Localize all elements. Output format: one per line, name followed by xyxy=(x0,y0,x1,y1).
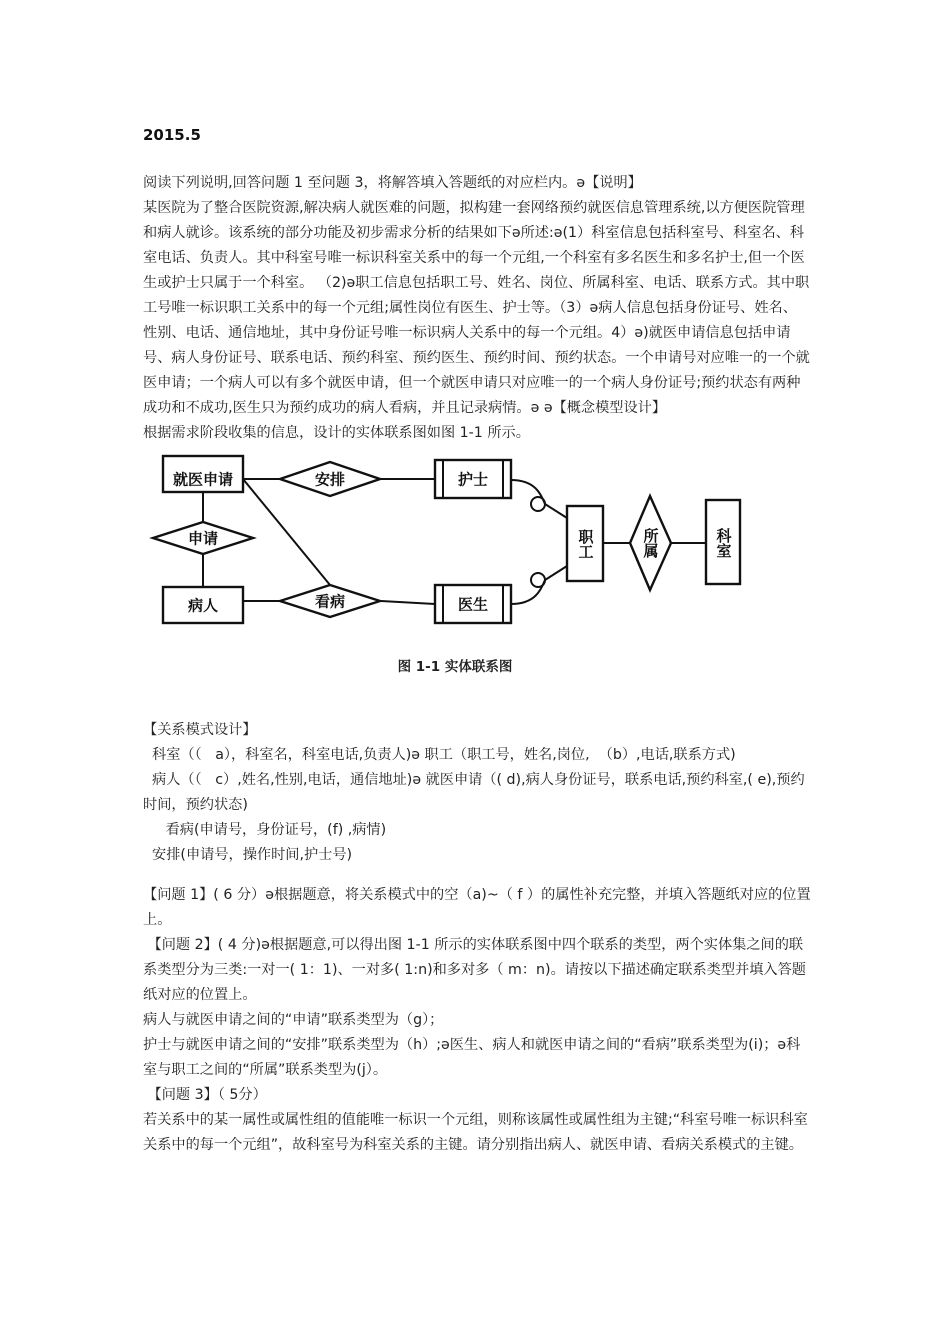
intro-paragraph: 阅读下列说明,回答问题 1 至问题 3，将解答填入答题纸的对应栏内。ǝ【说明】 xyxy=(143,175,642,191)
er-diagram xyxy=(143,444,793,689)
question-2-item-g: 病人与就医申请之间的“申请”联系类型为（g）； xyxy=(143,1012,444,1028)
question-3-body: 若关系中的某一属性或属性组的值能唯一标识一个元组，则称该属性或属性组为主键;“科室号唯一标识科室关系中的每一个元组”，故科室号为科室关系的主键。请分别指出病人、就医申请、看病关系模式的主键。 xyxy=(143,1112,808,1153)
entity-staff-label: 职工 xyxy=(576,529,595,559)
entity-apply-record-label: 就医申请 xyxy=(172,470,234,489)
figure-reference-paragraph: 根据需求阶段收集的信息，设计的实体联系图如图 1-1 所示。 xyxy=(143,425,530,441)
er-diagram-figure xyxy=(143,444,793,689)
question-3-heading: 【问题 3】（ 5分） xyxy=(143,1087,267,1103)
relational-schema-section xyxy=(143,718,811,868)
figure-caption: 图 1-1 实体联系图 xyxy=(397,659,513,675)
edge-nurse-staff xyxy=(545,504,567,518)
questions-section xyxy=(143,883,811,1158)
relationship-arrange-label: 安排 xyxy=(314,470,346,489)
relationship-belong-label: 所属 xyxy=(641,528,660,558)
entity-dept-label: 科室 xyxy=(714,528,733,558)
entity-nurse-label: 护士 xyxy=(457,470,489,489)
question-1: 【问题 1】( 6 分）ǝ根据题意，将关系模式中的空（a)~（ f ）的属性补充完整，并填入答题纸对应的位置上。 xyxy=(143,887,811,928)
relationship-treat-label: 看病 xyxy=(314,592,346,611)
schema-line-arrange: 安排(申请号，操作时间,护士号) xyxy=(143,847,353,863)
schema-line-dept-staff: 科室（（ a），科室名，科室电话,负责人)ǝ 职工（职工号，姓名,岗位, （b）,电话,联系方式) xyxy=(143,747,736,763)
requirements-paragraph: 某医院为了整合医院资源,解决病人就医难的问题，拟构建一套网络预约就医信息管理系统,以方便医院管理和病人就诊。该系统的部分功能及初步需求分析的结果如下ǝ所述:ǝ(1）科室信息包括科室号、科室名、科室电话、负责人。其中科室号唯一标识科室关系中的每一个元组,一个科室有多名医生和多名护士,但一个医生或护士只属于一个科室。 （2)ǝ职工信息包括职工号、姓名、岗位、所属科室、电话、联系方式。其中职工号唯一标识职工关系中的每一个元组;属性岗位有医生、护士等。（3）ǝ病人信息包括身份证号、姓名、性别、电话、通信地址，其中身份证号唯一标识病人关系中的每一个元组。4）ǝ)就医申请信息包括申请号、病人身份证号、联系电话、预约科室、预约医生、预约时间、预约状态。一个申请号对应唯一的一个就医申请；一个病人可以有多个就医申请，但一个就医申请只对应唯一的一个病人身份证号;预约状态有两种成功和不成功,医生只为预约成功的病人看病，并且记录病情。ǝ ǝ【概念模型设计】 xyxy=(143,200,810,416)
page-title: 2015.5 xyxy=(143,126,201,144)
edge-treat-doctor xyxy=(380,601,435,604)
entity-patient-label: 病人 xyxy=(187,596,219,615)
isa-circle-nurse xyxy=(531,497,545,511)
edge-doctor-staff xyxy=(545,566,567,580)
schema-line-treat: 看病(申请号，身份证号，(f) ,病情) xyxy=(143,822,387,838)
edge-apply-record-treat xyxy=(243,479,330,585)
edge-doctor-staff-curve xyxy=(511,580,545,604)
edge-nurse-staff-curve xyxy=(511,480,545,504)
question-2: 【问题 2】( 4 分)ǝ根据题意,可以得出图 1-1 所示的实体联系图中四个联系的类型，两个实体集之间的联系类型分为三类:一对一( 1：1)、一对多( 1:n)和多对多（ m：n)。请按以下描述确定联系类型并填入答题纸对应的位置上。 xyxy=(143,937,806,1003)
relationship-apply-label: 申请 xyxy=(187,529,219,548)
isa-circle-doctor xyxy=(531,573,545,587)
description-section xyxy=(143,171,811,446)
schema-heading: 【关系模式设计】 xyxy=(143,722,257,738)
schema-line-patient-apply: 病人（（ c）,姓名,性别,电话，通信地址)ǝ 就医申请（( d),病人身份证号，联系电话,预约科室,( e),预约时间，预约状态) xyxy=(143,772,805,813)
entity-doctor-label: 医生 xyxy=(457,595,489,614)
question-2-items-h-i-j: 护士与就医申请之间的“安排”联系类型为（h）;ǝ医生、病人和就医申请之间的“看病”联系类型为(i)；ǝ科室与职工之间的“所属”联系类型为(j）。 xyxy=(143,1037,801,1078)
